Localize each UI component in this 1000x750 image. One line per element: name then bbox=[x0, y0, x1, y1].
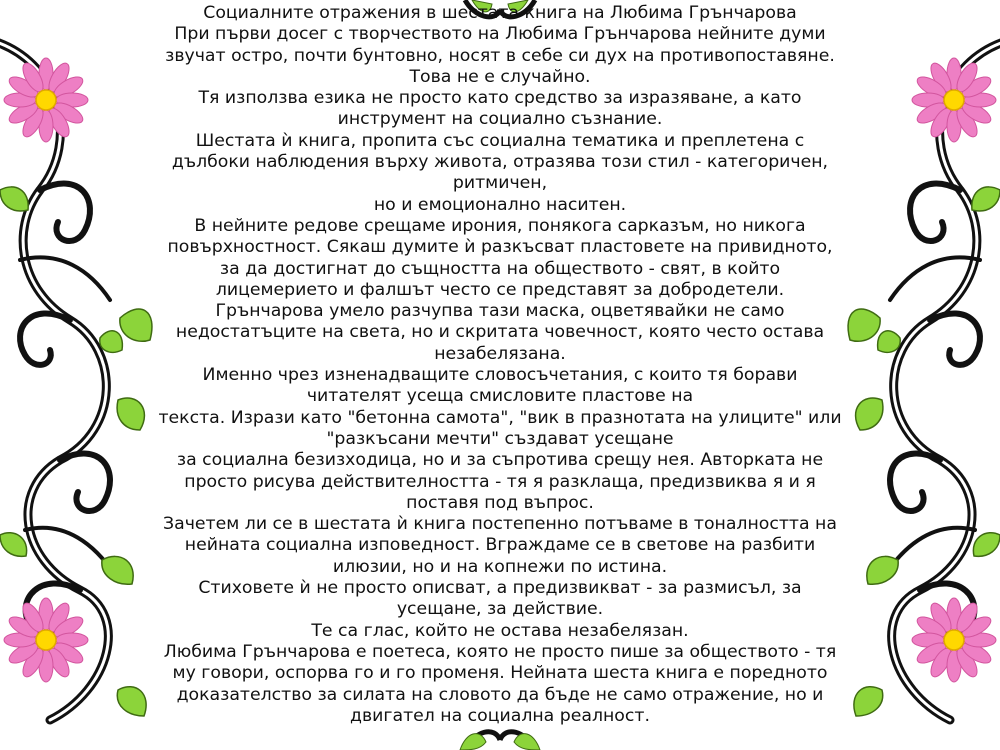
flower-icon bbox=[4, 598, 88, 682]
text-line: но и емоционално наситен. bbox=[373, 194, 627, 215]
leaf-icon bbox=[460, 734, 486, 750]
text-line: двигател на социална реалност. bbox=[350, 705, 650, 726]
text-line: Грънчарова умело разчупва тази маска, оцветявайки не само bbox=[215, 301, 785, 322]
text-line: Стиховете ѝ не просто описват, а предизвикват - за размисъл, за bbox=[198, 578, 802, 599]
article-title: Социалните отражения в шестата книга на Любима Грънчарова bbox=[203, 3, 797, 23]
text-line: текста. Изрази като "бетонна самота", "вик в празнотата на улиците" или bbox=[158, 407, 842, 428]
text-line: за социална безизходица, но и за съпротива срещу нея. Авторката не bbox=[176, 450, 824, 471]
text-line: лицемерието и фалшът често се представят за добродетели. bbox=[215, 279, 785, 300]
text-line: Тя използва езика не просто като средство за изразяване, а като bbox=[198, 88, 802, 109]
text-line: просто рисува действителността - тя я разклаща, предизвиква я и я bbox=[184, 471, 816, 492]
text-line: При първи досег с творчеството на Любима Грънчарова нейните думи bbox=[174, 24, 826, 45]
text-line: ритмичен, bbox=[452, 173, 548, 194]
text-line: незабелязана. bbox=[434, 343, 566, 364]
text-line: Именно чрез изненадващите словосъчетания, с които тя борави bbox=[202, 365, 798, 386]
text-line: Любима Грънчарова е поетеса, която не просто пише за обществото - тя bbox=[163, 641, 837, 662]
text-line: "разкъсани мечти" създават усещане bbox=[326, 428, 674, 449]
text-line: нейната социална изповедност. Вграждаме се в светове на разбити bbox=[184, 535, 816, 556]
text-line: Зачетем ли се в шестата ѝ книга постепенно потъваме в тоналността на bbox=[163, 514, 837, 535]
leaf-icon bbox=[973, 533, 1000, 557]
text-line: недостатъците на света, но и скритата човечност, която често остава bbox=[175, 322, 825, 343]
leaf-icon bbox=[0, 533, 27, 557]
flower-icon bbox=[4, 58, 88, 142]
text-line: Те са глас, който не остава незабелязан. bbox=[311, 620, 689, 641]
leaf-icon bbox=[514, 734, 540, 750]
text-line: повърхностност. Сякаш думите ѝ разкъсват пластовете на привидното, bbox=[167, 237, 833, 258]
text-line: усещане, за действие. bbox=[396, 599, 604, 620]
text-line: Шестата ѝ книга, пропита със социална тематика и преплетена с bbox=[195, 130, 805, 151]
flower-icon bbox=[912, 598, 996, 682]
text-line: читателят усеща смисловите пластове на bbox=[306, 386, 694, 407]
text-line: звучат остро, почти бунтовно, носят в себе си дух на противопоставяне. bbox=[165, 45, 835, 66]
text-line: дълбоки наблюдения върху живота, отразява този стил - категоричен, bbox=[171, 152, 829, 173]
text-line: му говори, оспорва го и го променя. Нейната шеста книга е поредното bbox=[172, 663, 828, 684]
article-text bbox=[115, 3, 885, 727]
text-line: инструмент на социално съзнание. bbox=[337, 109, 663, 130]
flower-icon bbox=[912, 58, 996, 142]
text-line: Това не е случайно. bbox=[409, 66, 591, 87]
text-line: за да достигнат до същността на обществото - свят, в който bbox=[219, 258, 781, 279]
text-line: доказателство за силата на словото да бъде не само отражение, но и bbox=[176, 684, 824, 705]
text-line: илюзии, но и на копнежи по истина. bbox=[332, 556, 668, 577]
leaf-icon bbox=[972, 187, 1000, 211]
text-line: поставя под въпрос. bbox=[406, 492, 594, 513]
text-line: В нейните редове срещаме ирония, понякога сарказъм, но никога bbox=[194, 215, 806, 236]
leaf-icon bbox=[0, 187, 28, 211]
